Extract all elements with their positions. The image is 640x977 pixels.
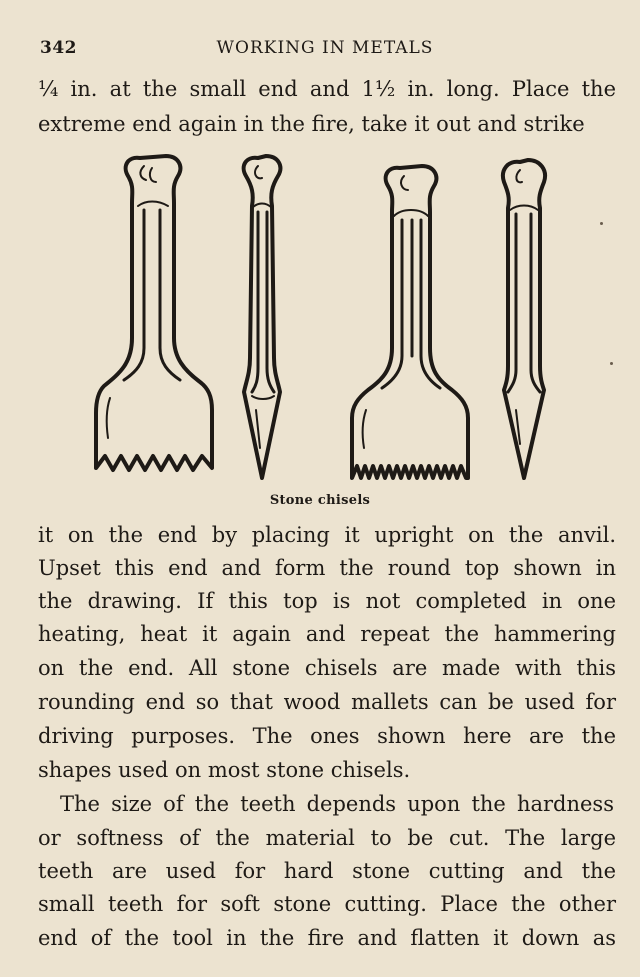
- page-header: [40, 38, 610, 62]
- text-line: end of the tool in the fire and flatten it down as: [38, 926, 616, 950]
- text-line: ¼ in. at the small end and 1½ in. long. Place the: [38, 77, 616, 101]
- wide-chisel-small-teeth: [352, 166, 468, 478]
- text-line: teeth are used for hard stone cutting and the: [38, 859, 616, 883]
- stone-chisels-figure: [80, 148, 560, 488]
- text-line: it on the end by placing it upright on the anvil.: [38, 523, 616, 547]
- text-line: Upset this end and form the round top shown in: [38, 556, 616, 580]
- text-line: the drawing. If this top is not completed in one: [38, 589, 616, 613]
- figure-caption: Stone chisels: [269, 493, 371, 508]
- text-line: driving purposes. The ones shown here are the: [38, 724, 616, 748]
- text-line: small teeth for soft stone cutting. Place the other: [38, 892, 616, 916]
- stone-chisels-illustration: [80, 148, 560, 488]
- page-number: 342: [40, 38, 77, 58]
- pointed-chisel-2: [503, 160, 545, 478]
- wide-chisel-large-teeth: [96, 156, 212, 470]
- text-line: The size of the teeth depends upon the hardness: [60, 792, 614, 816]
- running-head: WORKING IN METALS: [216, 38, 434, 58]
- text-line: on the end. All stone chisels are made with this: [38, 656, 616, 680]
- text-line: or softness of the material to be cut. The large: [38, 826, 616, 850]
- text-line: heating, heat it again and repeat the hammering: [38, 622, 616, 646]
- text-line: shapes used on most stone chisels.: [38, 758, 411, 782]
- paper-speck: [610, 362, 613, 365]
- text-line: rounding end so that wood mallets can be used for: [38, 690, 616, 714]
- text-line: extreme end again in the fire, take it out and strike: [38, 112, 585, 136]
- paper-speck: [600, 222, 603, 225]
- pointed-chisel-1: [244, 156, 281, 478]
